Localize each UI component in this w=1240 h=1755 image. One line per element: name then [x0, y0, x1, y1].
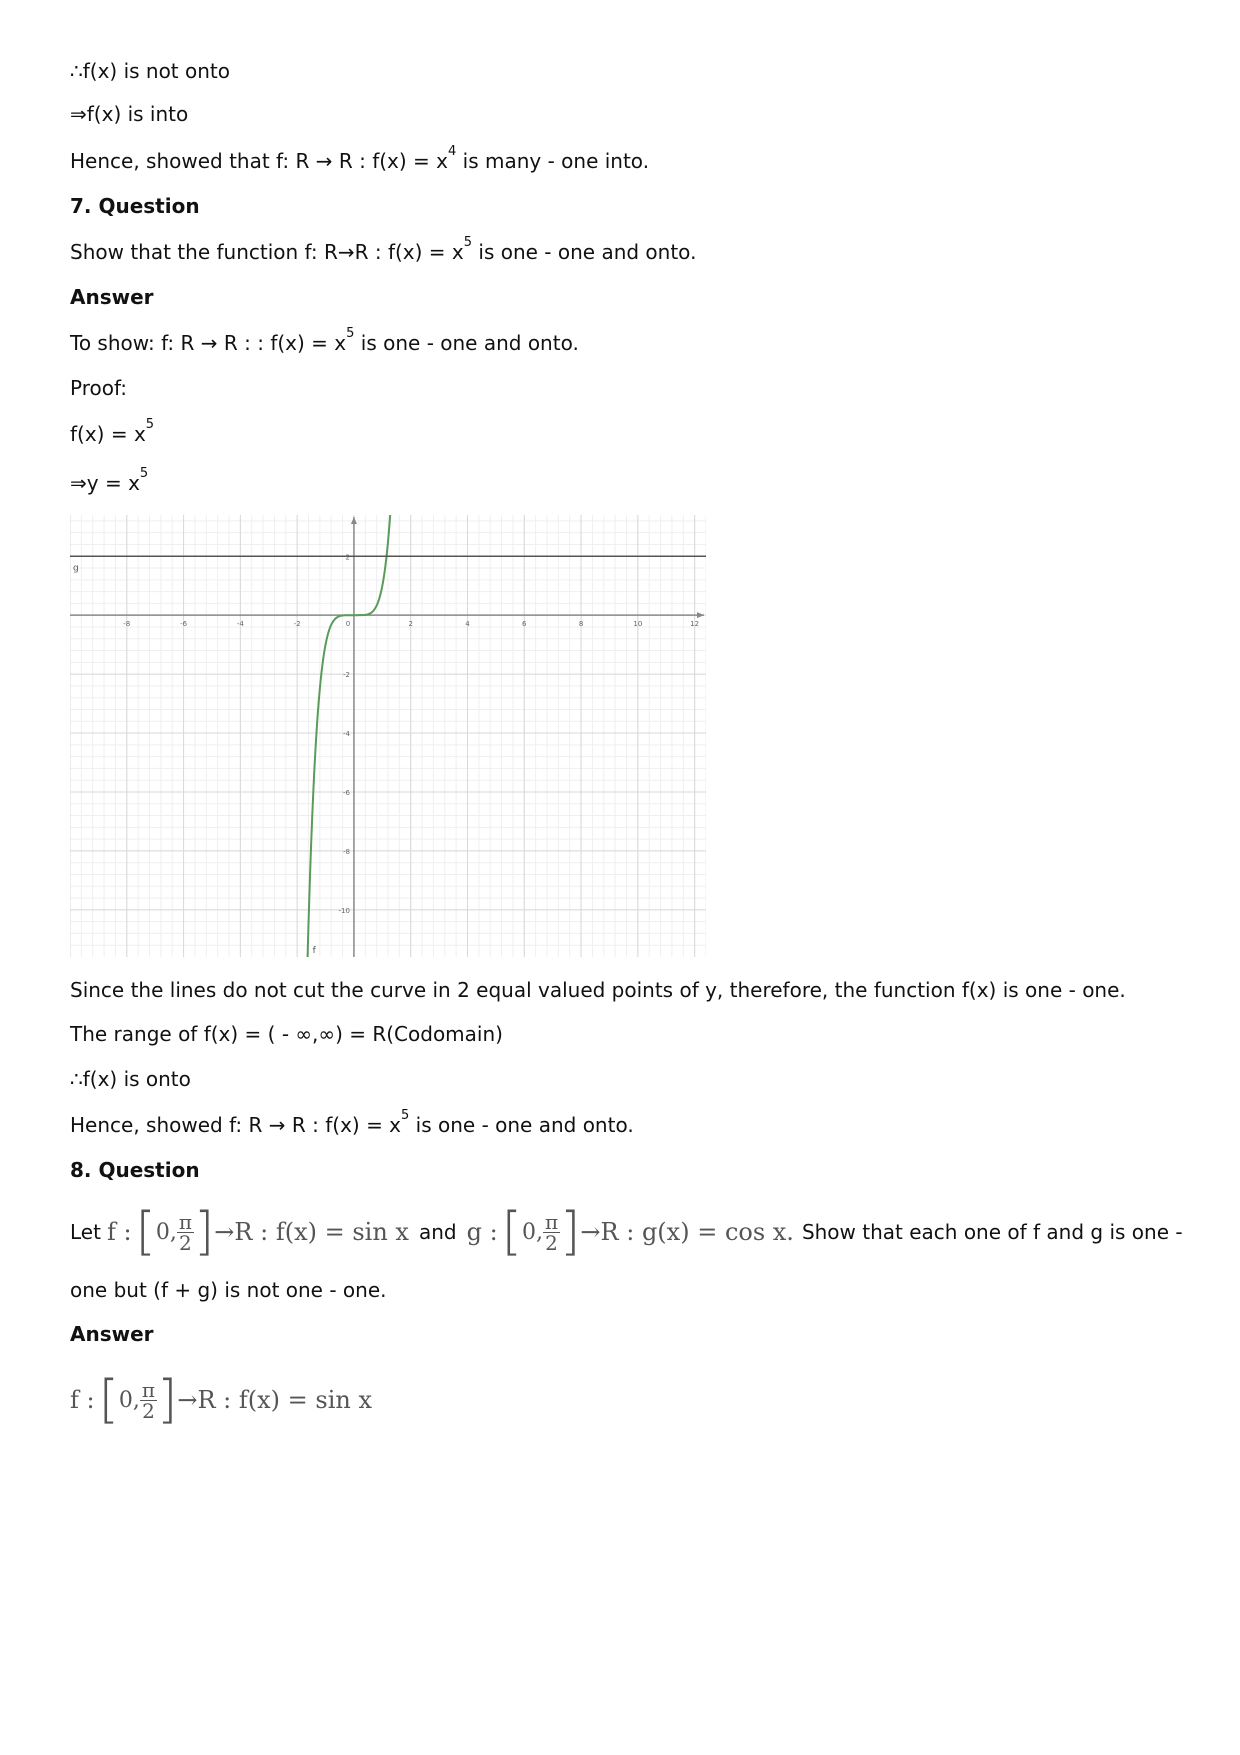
- question-7-title: 7. Question: [70, 194, 200, 218]
- line-not-onto: ∴f(x) is not onto: [70, 59, 230, 83]
- x-tick-label: 2: [408, 620, 413, 629]
- question-8-text: [70, 1196, 1183, 1268]
- pi: π: [141, 1377, 156, 1402]
- pi: π: [178, 1209, 192, 1234]
- exponent: 5: [463, 235, 473, 250]
- x-tick-label: 6: [522, 620, 527, 629]
- exponent: 5: [139, 466, 149, 481]
- left-bracket: [: [98, 1370, 119, 1430]
- right-bracket: ]: [194, 1202, 215, 1262]
- text: To show: f: R → R : : f(x) = x: [70, 331, 347, 355]
- series-label-f: f: [312, 946, 316, 956]
- two: 2: [179, 1230, 192, 1255]
- x-tick-label: 8: [578, 620, 584, 629]
- text: Hence, showed that f: R → R : f(x) = x: [70, 149, 448, 173]
- x-tick-label: 10: [633, 620, 643, 629]
- left-bracket: [: [135, 1202, 156, 1262]
- x-tick-label: 0: [345, 620, 351, 629]
- f-definition: [70, 1364, 372, 1436]
- g-prefix: g :: [466, 1218, 498, 1246]
- hence-line: [70, 1108, 634, 1138]
- x-tick-label: -8: [123, 620, 131, 629]
- exponent: 5: [145, 417, 155, 432]
- y-tick-label: -2: [342, 671, 350, 680]
- x-tick-label: 4: [465, 620, 470, 629]
- let-label: Let: [70, 1220, 101, 1244]
- y-tick-label: -8: [342, 847, 350, 856]
- x-tick-label: -4: [236, 620, 244, 629]
- range-line: The range of f(x) = ( - ∞,∞) = R(Codomain): [70, 1022, 503, 1046]
- pi: π: [544, 1209, 559, 1234]
- since-line: Since the lines do not cut the curve in 2 equal valued points of y, therefore, the function f(x) is one - one.: [70, 978, 1126, 1002]
- answer-label: Answer: [70, 285, 154, 309]
- answer-label-2: Answer: [70, 1322, 154, 1346]
- zero: 0,: [118, 1387, 140, 1413]
- text: Hence, showed f: R → R : f(x) = x: [70, 1113, 402, 1137]
- left-bracket: [: [501, 1202, 522, 1262]
- text: is many - one into.: [456, 149, 650, 173]
- exponent: 4: [448, 144, 457, 159]
- y-equation: [70, 466, 149, 496]
- f-mapping: →R : f(x) = sin x: [177, 1386, 373, 1414]
- exponent: 5: [401, 1108, 410, 1123]
- g-mapping: →R : g(x) = cos x.: [580, 1218, 794, 1246]
- x-tick-label: 12: [690, 620, 700, 629]
- text: is one - one and onto.: [409, 1113, 634, 1137]
- f-mapping: →R : f(x) = sin x: [214, 1218, 409, 1246]
- pi-over-two: [177, 1209, 194, 1255]
- y-tick-label: 2: [345, 553, 350, 562]
- right-bracket: ]: [560, 1202, 581, 1262]
- q8-tail: Show that each one of f and g is one -: [801, 1220, 1183, 1244]
- series-label-g: g: [73, 563, 79, 574]
- line-many-one-into: [70, 144, 650, 174]
- zero: 0,: [155, 1219, 177, 1245]
- right-bracket: ]: [157, 1370, 178, 1430]
- question-8-continuation: one but (f + g) is not one - one.: [70, 1278, 387, 1302]
- f-prefix: f :: [106, 1218, 132, 1246]
- onto-line: ∴f(x) is onto: [70, 1067, 191, 1091]
- y-tick-label: -10: [338, 906, 350, 915]
- to-show-line: [70, 326, 579, 356]
- zero: 0,: [521, 1219, 543, 1245]
- function-graph: [70, 515, 706, 957]
- two: 2: [545, 1230, 558, 1255]
- text: f(x) = x: [70, 422, 146, 446]
- pi-over-two: [543, 1209, 560, 1255]
- y-tick-label: -6: [342, 788, 350, 797]
- fx-equation: [70, 417, 155, 447]
- exponent: 5: [346, 326, 355, 341]
- proof-label: Proof:: [70, 376, 128, 400]
- text: Show that the function f: R→R : f(x) = x: [70, 240, 464, 264]
- x-tick-label: -6: [180, 620, 188, 629]
- pi-over-two: [140, 1377, 157, 1423]
- and-label: and: [418, 1220, 457, 1244]
- x-tick-label: -2: [293, 620, 301, 629]
- x-axis-arrow: [697, 612, 704, 618]
- question-7-text: [70, 235, 697, 265]
- f-prefix: f :: [70, 1386, 95, 1414]
- question-8-title: 8. Question: [70, 1158, 200, 1182]
- two: 2: [142, 1398, 155, 1423]
- y-tick-label: -4: [342, 730, 350, 739]
- text: is one - one and onto.: [472, 240, 697, 264]
- text: is one - one and onto.: [354, 331, 579, 355]
- line-into: ⇒f(x) is into: [70, 102, 189, 126]
- text: ⇒y = x: [70, 471, 140, 495]
- minor-grid: [70, 515, 706, 957]
- axes: [70, 517, 704, 957]
